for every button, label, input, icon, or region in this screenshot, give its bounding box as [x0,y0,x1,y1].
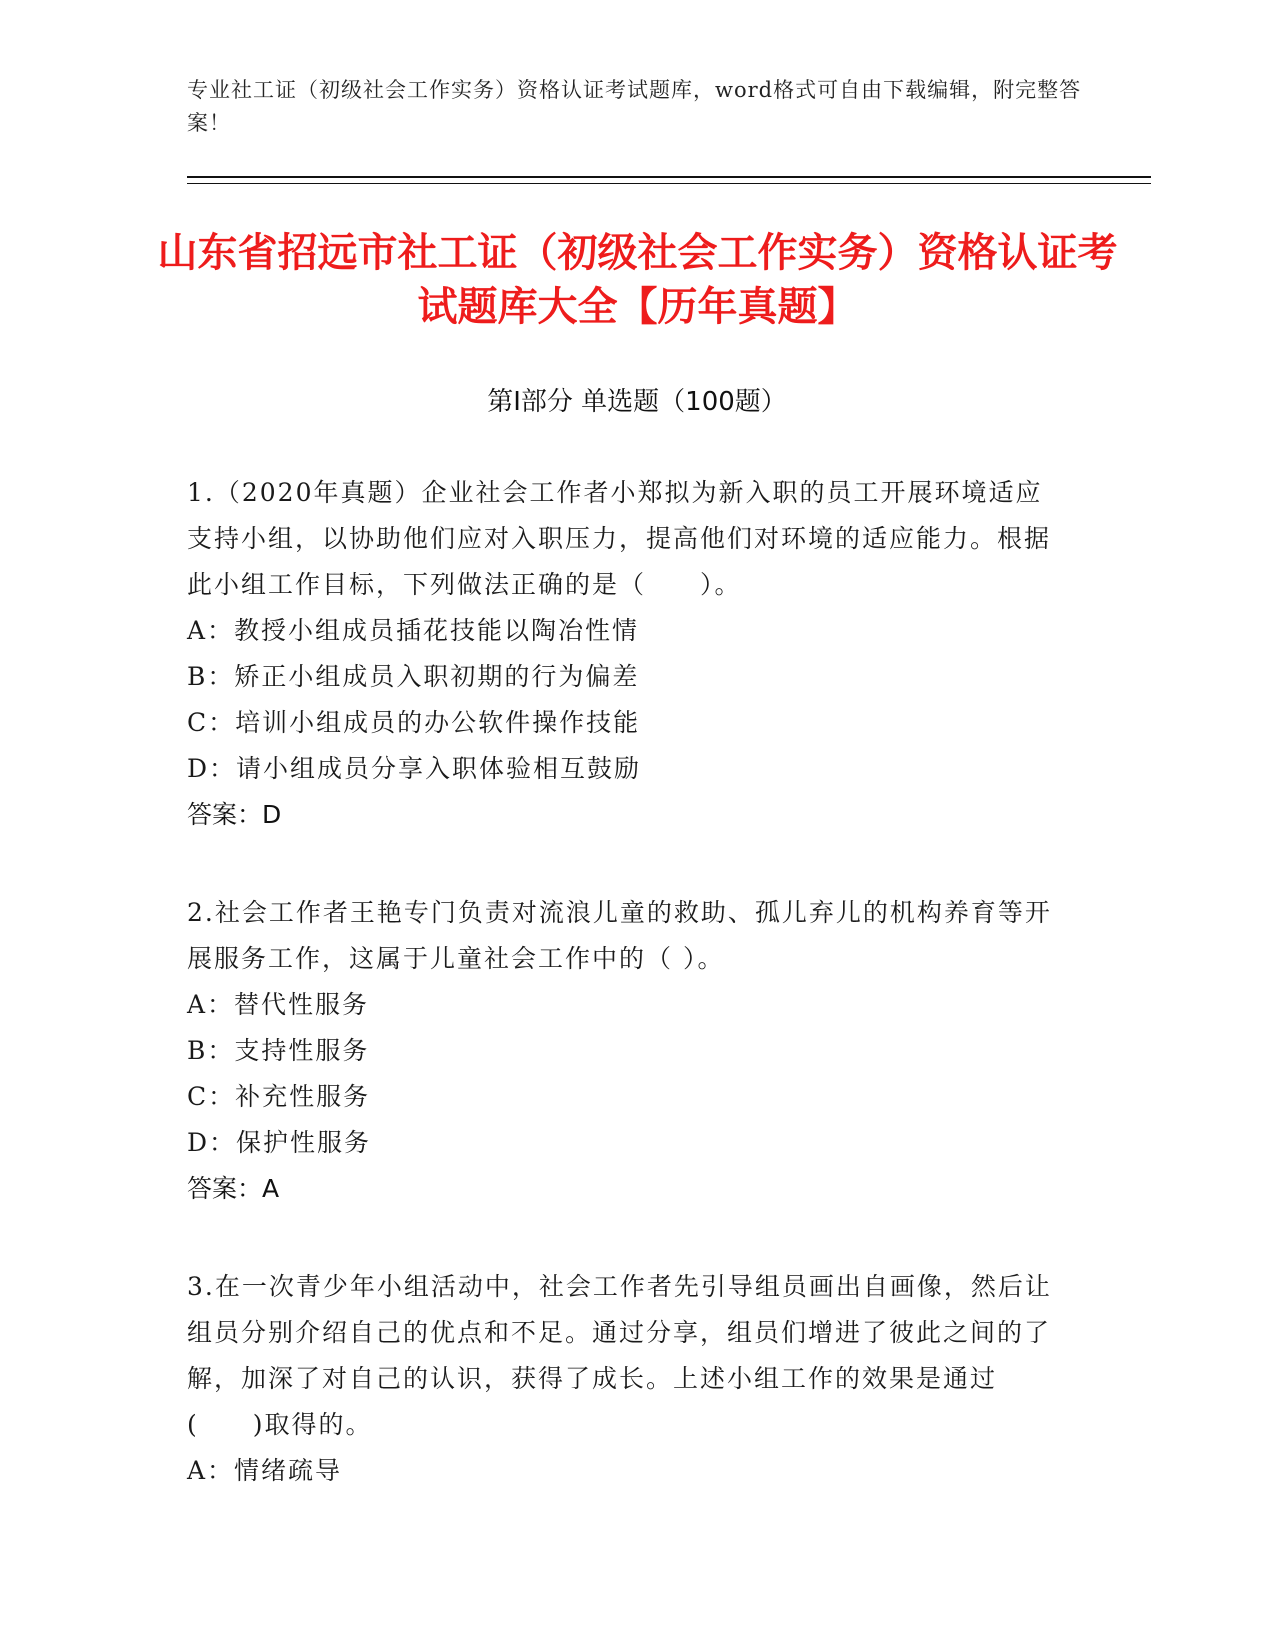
header-note: 专业社工证（初级社会工作实务）资格认证考试题库，word格式可自由下载编辑，附完整答案！ [187,78,1082,135]
option-d: D：请小组成员分享入职体验相互鼓励 [187,754,642,783]
option-c: C：补充性服务 [187,1082,371,1111]
option-d: D：保护性服务 [187,1128,372,1157]
answer: 答案：D [187,800,282,829]
question-stem: 1.（2020年真题）企业社会工作者小郑拟为新入职的员工开展环境适应支持小组，以协助他们应对入职压力，提高他们对环境的适应能力。根据此小组工作目标，下列做法正确的是（ ）。 [187,478,1052,599]
option-c: C：培训小组成员的办公软件操作技能 [187,708,641,737]
question-stem: 2.社会工作者王艳专门负责对流浪儿童的救助、孤儿弃儿的机构养育等开展服务工作，这属于儿童社会工作中的（ ）。 [187,898,1052,973]
option-b: B：支持性服务 [187,1036,370,1065]
option-a: A：替代性服务 [187,990,370,1019]
question-2 [187,890,1067,1212]
section-title: 第I部分 单选题（100题） [487,387,787,417]
question-stem: 3.在一次青少年小组活动中，社会工作者先引导组员画出自画像，然后让组员分别介绍自己的优点和不足。通过分享，组员们增进了彼此之间的了解，加深了对自己的认识，获得了成长。上述小组工作的效果是通过( )取得的。 [187,1272,1052,1439]
document-title: 山东省招远市社工证（初级社会工作实务）资格认证考试题库大全【历年真题】 [157,230,1118,330]
header-divider-thin [187,183,1151,184]
header-divider-thick [187,176,1151,178]
option-a: A：情绪疏导 [187,1456,343,1485]
option-a: A：教授小组成员插花技能以陶冶性情 [187,616,640,645]
question-list [187,470,1067,1546]
question-1 [187,470,1067,838]
answer: 答案：A [187,1174,280,1203]
question-3 [187,1264,1067,1494]
option-b: B：矫正小组成员入职初期的行为偏差 [187,662,640,691]
